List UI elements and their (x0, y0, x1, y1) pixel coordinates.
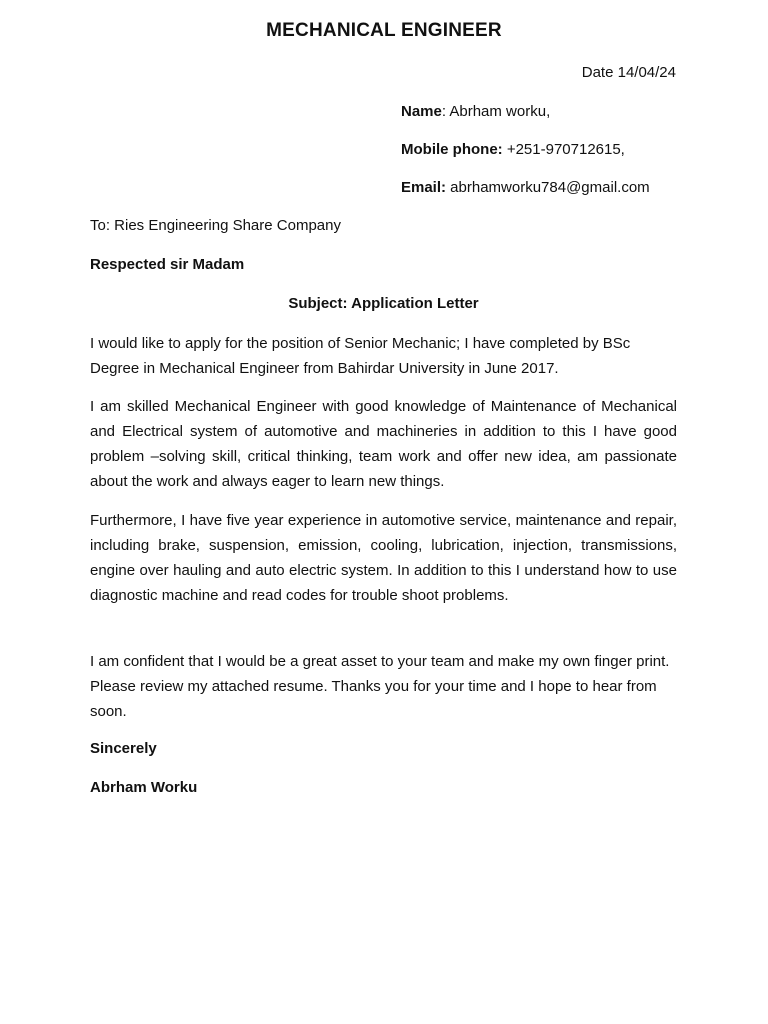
sender-name (401, 103, 550, 120)
sender-name-label: Name (401, 103, 442, 120)
recipient-line: To: Ries Engineering Share Company (90, 217, 341, 234)
sender-email-label: Email: (401, 179, 447, 196)
sender-phone-label: Mobile phone: (401, 141, 503, 158)
document-title: MECHANICAL ENGINEER (266, 20, 502, 41)
sender-email-value: abrhamworku784@gmail.com (446, 179, 650, 196)
sender-email (401, 179, 650, 196)
salutation: Respected sir Madam (90, 256, 245, 273)
signature-name: Abrham Worku (90, 779, 198, 796)
sender-phone (401, 141, 625, 158)
sender-phone-value: +251-970712615, (502, 141, 625, 158)
paragraph-2: I am skilled Mechanical Engineer with good knowledge of Maintenance of Mechanical and Electrical system of automotive and machineries in addition to this I have good problem –solving skill, critical thinking, team work and offer new idea, am passionate about the work and always eager to learn new things. (90, 398, 677, 490)
letter-date: Date 14/04/24 (581, 64, 676, 81)
paragraph-4: I am confident that I would be a great asset to your team and make my own finger print. Please review my attached resume. Thanks you for your time and I hope to hear from soon. (90, 653, 670, 720)
paragraph-3: Furthermore, I have five year experience in automotive service, maintenance and repair, including brake, suspension, emission, cooling, lubrication, injection, transmissions, engine over hauling and auto electric system. In addition to this I understand how to use diagnostic machine and read codes for trouble shoot problems. (90, 512, 677, 604)
sender-name-value: : Abrham worku, (441, 103, 551, 120)
subject-line: Subject: Application Letter (288, 295, 479, 312)
paragraph-1: I would like to apply for the position of Senior Mechanic; I have completed by BSc Degree in Mechanical Engineer from Bahirdar University in June 2017. (90, 335, 631, 377)
closing: Sincerely (90, 740, 157, 757)
